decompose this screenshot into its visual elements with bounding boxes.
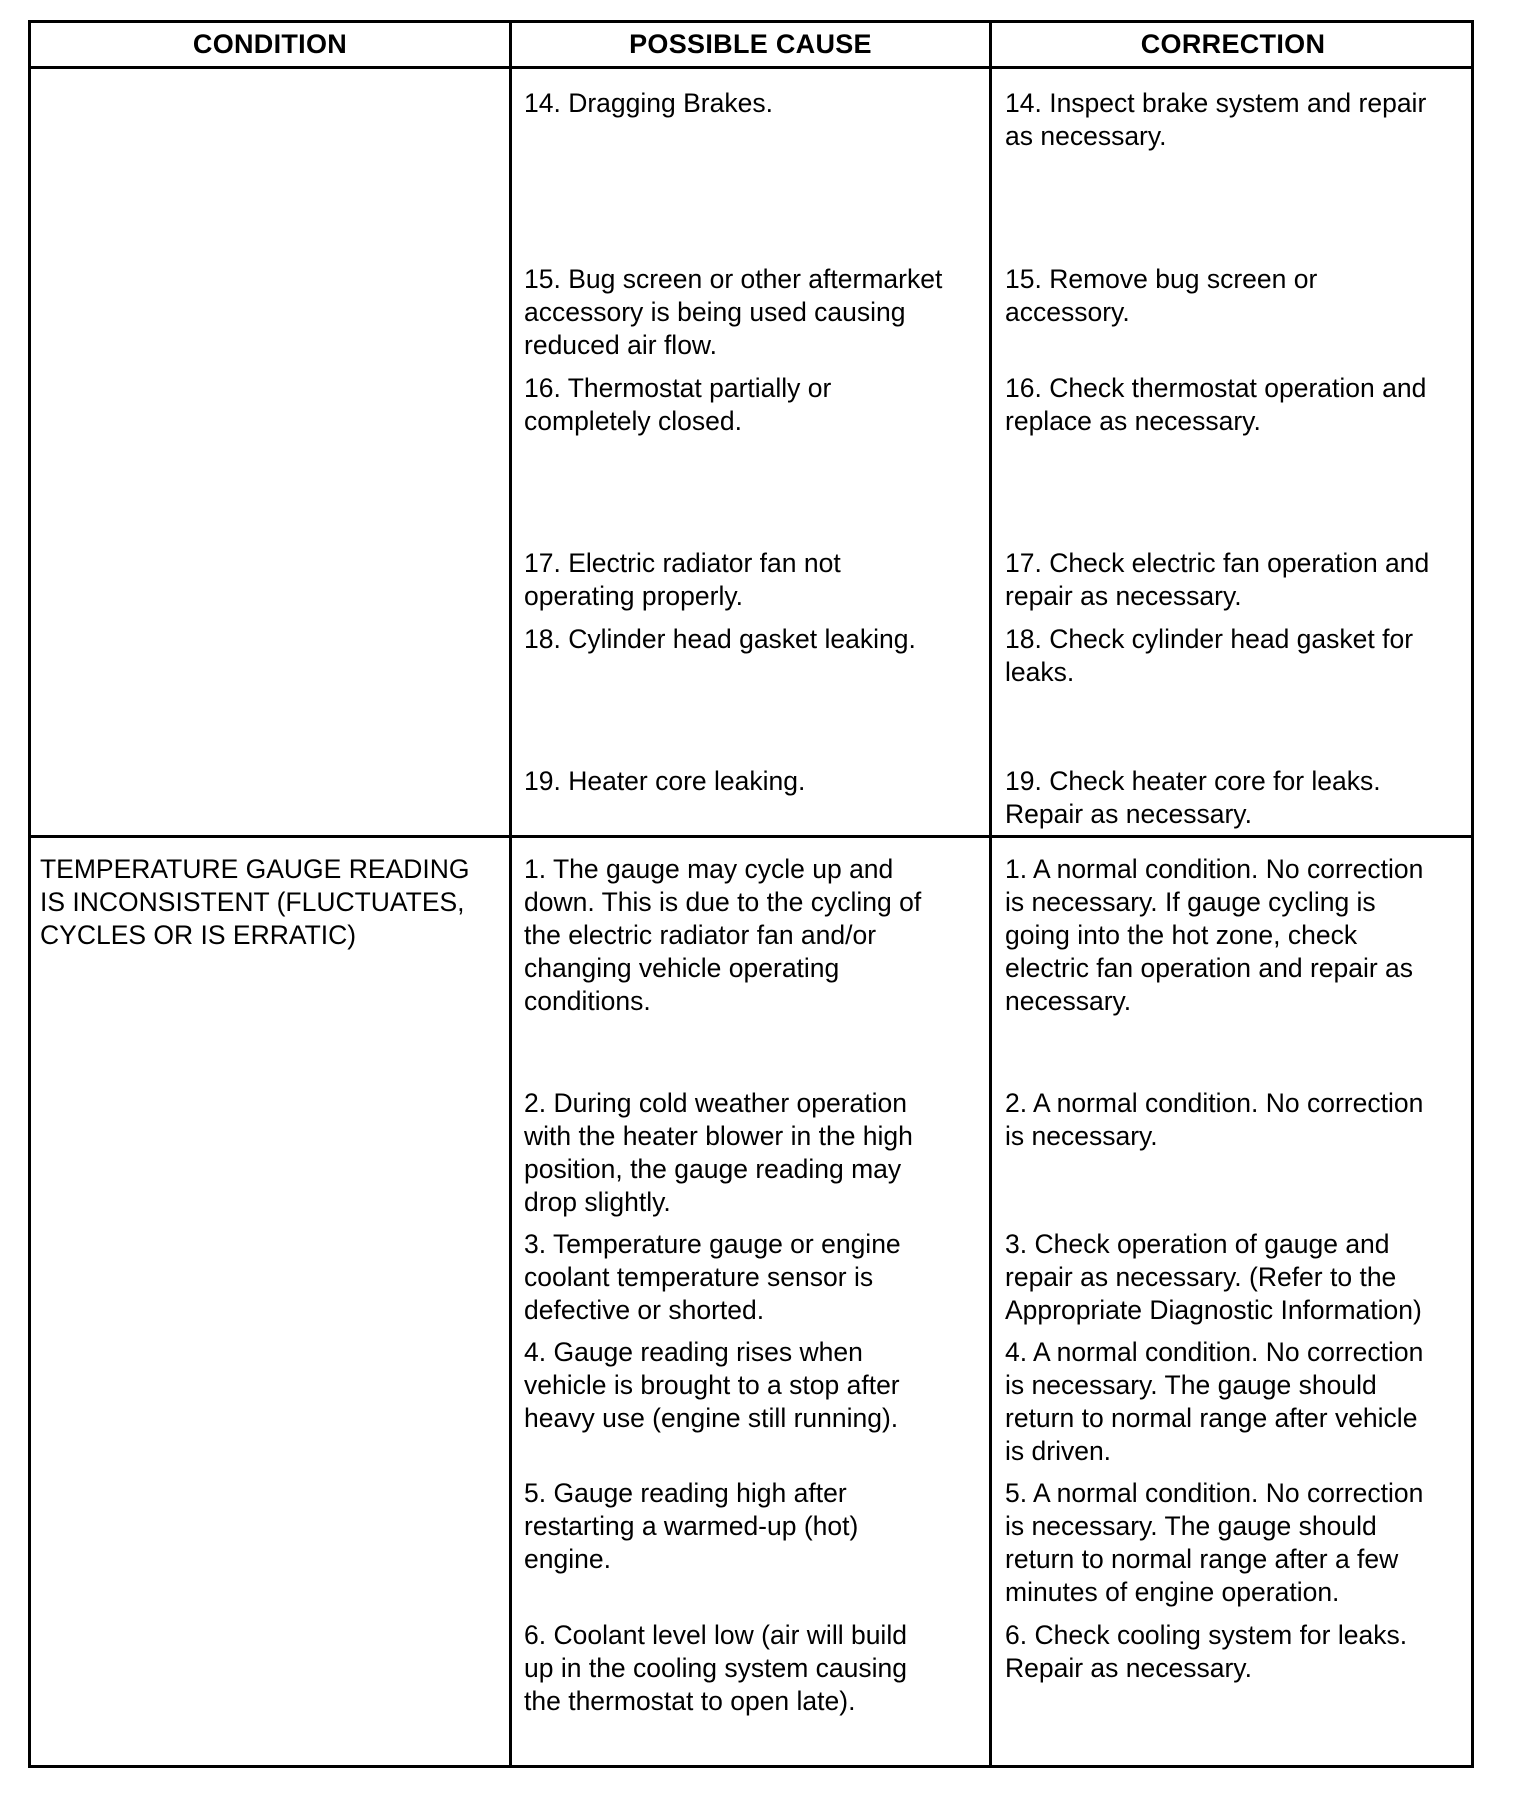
- correction-cell: 17. Check electric fan operation and repair as necessary.: [1005, 548, 1430, 611]
- cause-cell: 17. Electric radiator fan not operating properly.: [524, 548, 841, 611]
- cause-cell: 2. During cold weather operation with the heater blower in the high position, the gauge reading may drop slightly.: [524, 1088, 913, 1217]
- correction-cell: 16. Check thermostat operation and replace as necessary.: [1005, 373, 1427, 436]
- header-divider: [31, 66, 1471, 69]
- cause-cell: 4. Gauge reading rises when vehicle is brought to a stop after heavy use (engine still running).: [524, 1337, 900, 1433]
- cause-cell: 3. Temperature gauge or engine coolant temperature sensor is defective or shorted.: [524, 1229, 901, 1325]
- cause-cell: 18. Cylinder head gasket leaking.: [524, 624, 916, 654]
- column-divider: [989, 23, 992, 1765]
- correction-cell: 19. Check heater core for leaks. Repair as necessary.: [1005, 766, 1381, 829]
- correction-cell: 4. A normal condition. No correction is necessary. The gauge should return to normal range after vehicle is driven.: [1005, 1337, 1424, 1466]
- cause-cell: 16. Thermostat partially or completely closed.: [524, 373, 832, 436]
- header-correction: CORRECTION: [1140, 29, 1326, 59]
- column-divider: [509, 23, 512, 1765]
- correction-cell: 15. Remove bug screen or accessory.: [1005, 264, 1318, 327]
- correction-cell: 1. A normal condition. No correction is necessary. If gauge cycling is going into the hot zone, check electric fan operation and repair as necessary.: [1005, 854, 1424, 1016]
- cause-cell: 19. Heater core leaking.: [524, 766, 806, 796]
- correction-cell: 14. Inspect brake system and repair as necessary.: [1005, 88, 1427, 151]
- cause-cell: 1. The gauge may cycle up and down. This is due to the cycling of the electric radiator fan and/or changing vehicle operating conditions.: [524, 854, 922, 1016]
- correction-cell: 3. Check operation of gauge and repair as necessary. (Refer to the Appropriate Diagnostic Information): [1005, 1229, 1422, 1325]
- header-possible-cause: POSSIBLE CAUSE: [629, 29, 872, 59]
- section-divider: [31, 835, 1471, 838]
- cause-cell: 6. Coolant level low (air will build up in the cooling system causing the thermostat to open late).: [524, 1620, 907, 1716]
- correction-cell: 5. A normal condition. No correction is necessary. The gauge should return to normal range after a few minutes of engine operation.: [1005, 1478, 1424, 1607]
- correction-cell: 2. A normal condition. No correction is necessary.: [1005, 1088, 1424, 1151]
- correction-cell: 6. Check cooling system for leaks. Repair as necessary.: [1005, 1620, 1408, 1683]
- correction-cell: 18. Check cylinder head gasket for leaks.: [1005, 624, 1414, 687]
- troubleshooting-table: [28, 20, 1474, 1768]
- cause-cell: 14. Dragging Brakes.: [524, 88, 773, 118]
- header-condition: CONDITION: [192, 29, 348, 59]
- cause-cell: 5. Gauge reading high after restarting a warmed-up (hot) engine.: [524, 1478, 859, 1574]
- condition-cell: TEMPERATURE GAUGE READING IS INCONSISTENT (FLUCTUATES, CYCLES OR IS ERRATIC): [40, 854, 470, 950]
- cause-cell: 15. Bug screen or other aftermarket accessory is being used causing reduced air flow.: [524, 264, 943, 360]
